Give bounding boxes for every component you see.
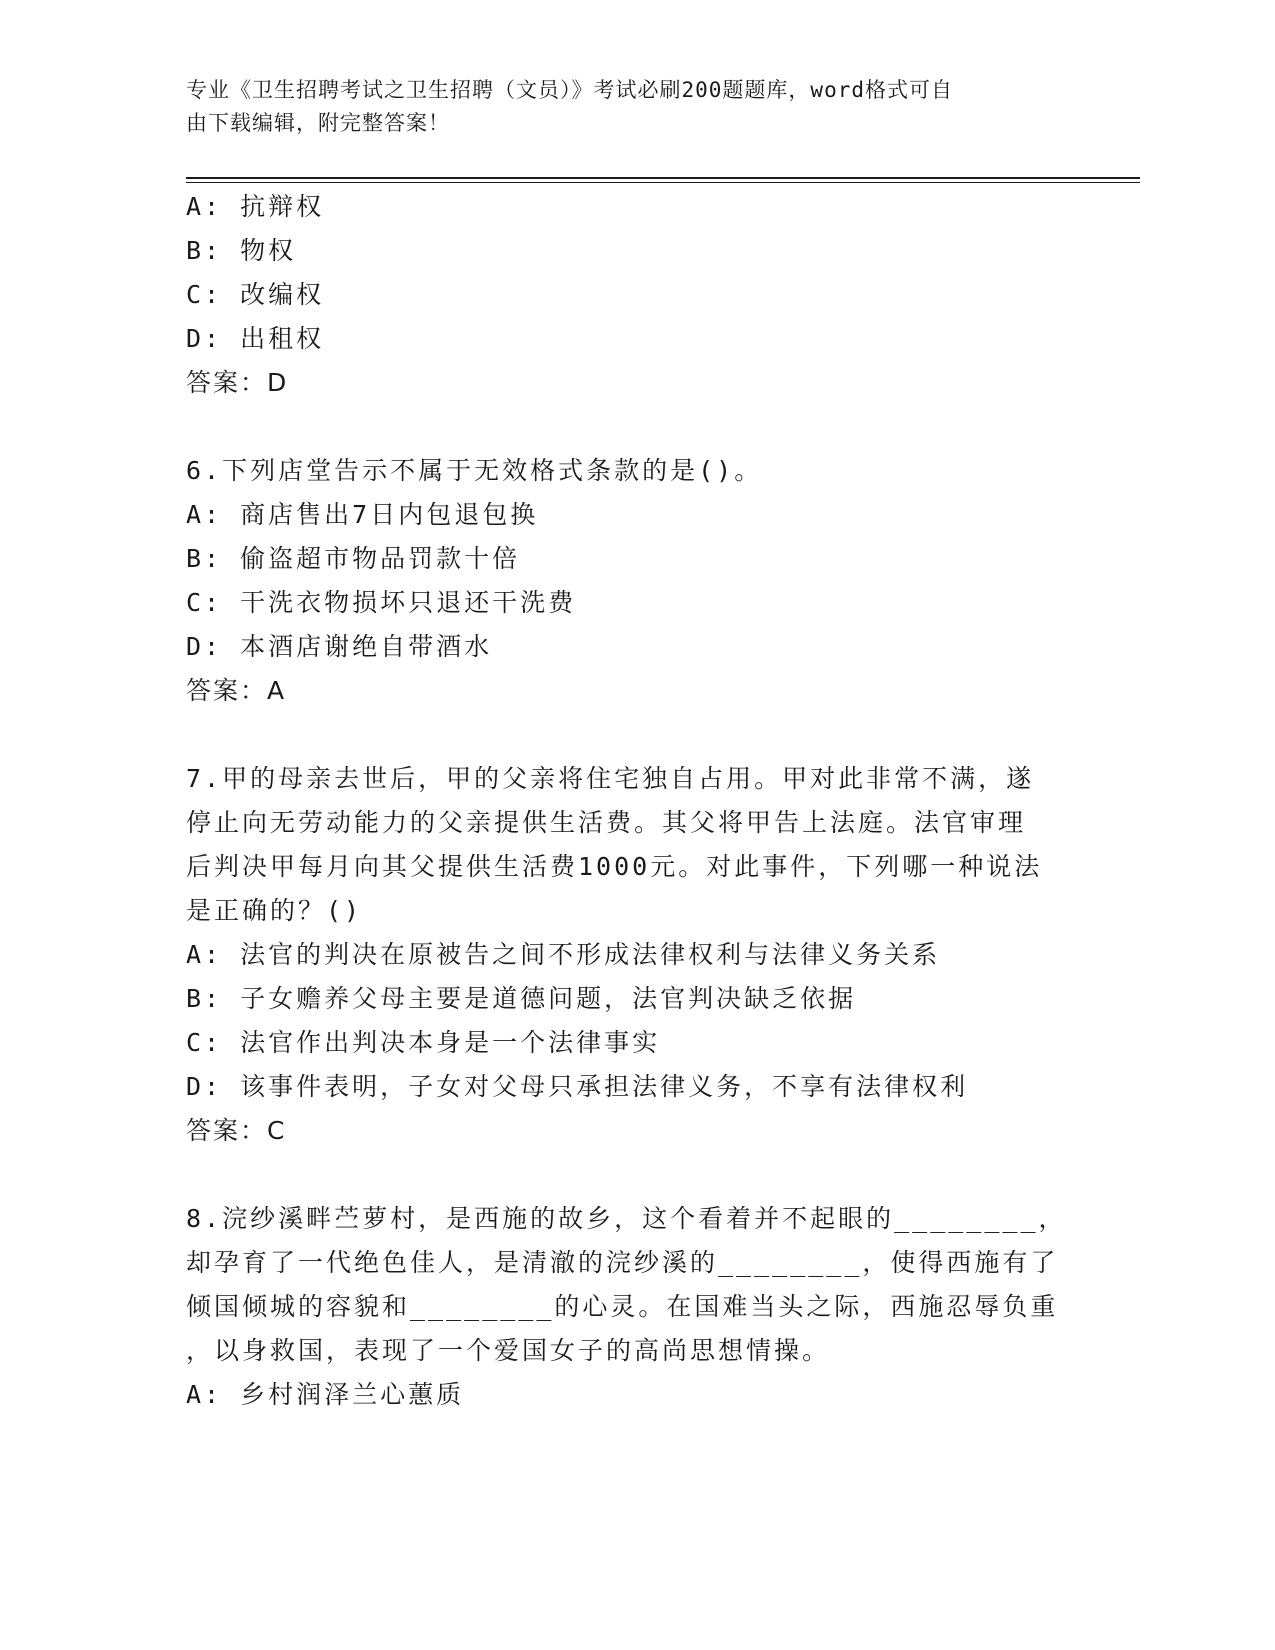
q7-answer: 答案：C [186, 1116, 287, 1145]
q6-option-b: B: 偷盗超市物品罚款十倍 [186, 544, 521, 573]
document-header [186, 74, 1066, 140]
header-divider-thin [186, 182, 1140, 183]
q5-option-a: A: 抗辩权 [186, 192, 325, 221]
q5-answer: 答案：D [186, 368, 289, 397]
q7-option-b: B: 子女赡养父母主要是道德问题，法官判决缺乏依据 [186, 984, 857, 1013]
q7-option-a: A: 法官的判决在原被告之间不形成法律权利与法律义务关系 [186, 940, 941, 969]
q7-question-line-3: 后判决甲每月向其父提供生活费1000元。对此事件，下列哪一种说法 [186, 852, 1043, 881]
q6-answer: 答案：A [186, 676, 287, 705]
q6-option-d: D: 本酒店谢绝自带酒水 [186, 632, 493, 661]
q5-option-c: C: 改编权 [186, 280, 325, 309]
q8-question-line-4: ，以身救国，表现了一个爱国女子的高尚思想情操。 [186, 1336, 831, 1365]
q6-question: 6.下列店堂告示不属于无效格式条款的是()。 [186, 456, 763, 485]
q7-question-line-2: 停止向无劳动能力的父亲提供生活费。其父将甲告上法庭。法官审理 [186, 808, 1027, 837]
q8-question-line-3: 倾国倾城的容貌和________的心灵。在国难当头之际，西施忍辱负重 [186, 1292, 1059, 1321]
q6-option-a: A: 商店售出7日内包退包换 [186, 500, 539, 529]
q8-option-a: A: 乡村润泽兰心蕙质 [186, 1380, 465, 1409]
q7-option-c: C: 法官作出判决本身是一个法律事实 [186, 1028, 661, 1057]
q5-option-d: D: 出租权 [186, 324, 325, 353]
q8-question-line-1: 8.浣纱溪畔苎萝村，是西施的故乡，这个看着并不起眼的________， [186, 1204, 1067, 1233]
q6-option-c: C: 干洗衣物损坏只退还干洗费 [186, 588, 577, 617]
header-line-2: 由下载编辑，附完整答案！ [186, 111, 450, 135]
q8-question-line-2: 却孕育了一代绝色佳人，是清澈的浣纱溪的________，使得西施有了 [186, 1248, 1059, 1277]
header-line-1: 专业《卫生招聘考试之卫生招聘（文员）》考试必刷200题题库，word格式可自 [186, 78, 953, 102]
q5-option-b: B: 物权 [186, 236, 297, 265]
header-divider-thick [186, 177, 1140, 179]
q7-question-line-1: 7.甲的母亲去世后，甲的父亲将住宅独自占用。甲对此非常不满，遂 [186, 764, 1035, 793]
q7-question-line-4: 是正确的？() [186, 896, 363, 925]
q7-option-d: D: 该事件表明，子女对父母只承担法律义务，不享有法律权利 [186, 1072, 969, 1101]
